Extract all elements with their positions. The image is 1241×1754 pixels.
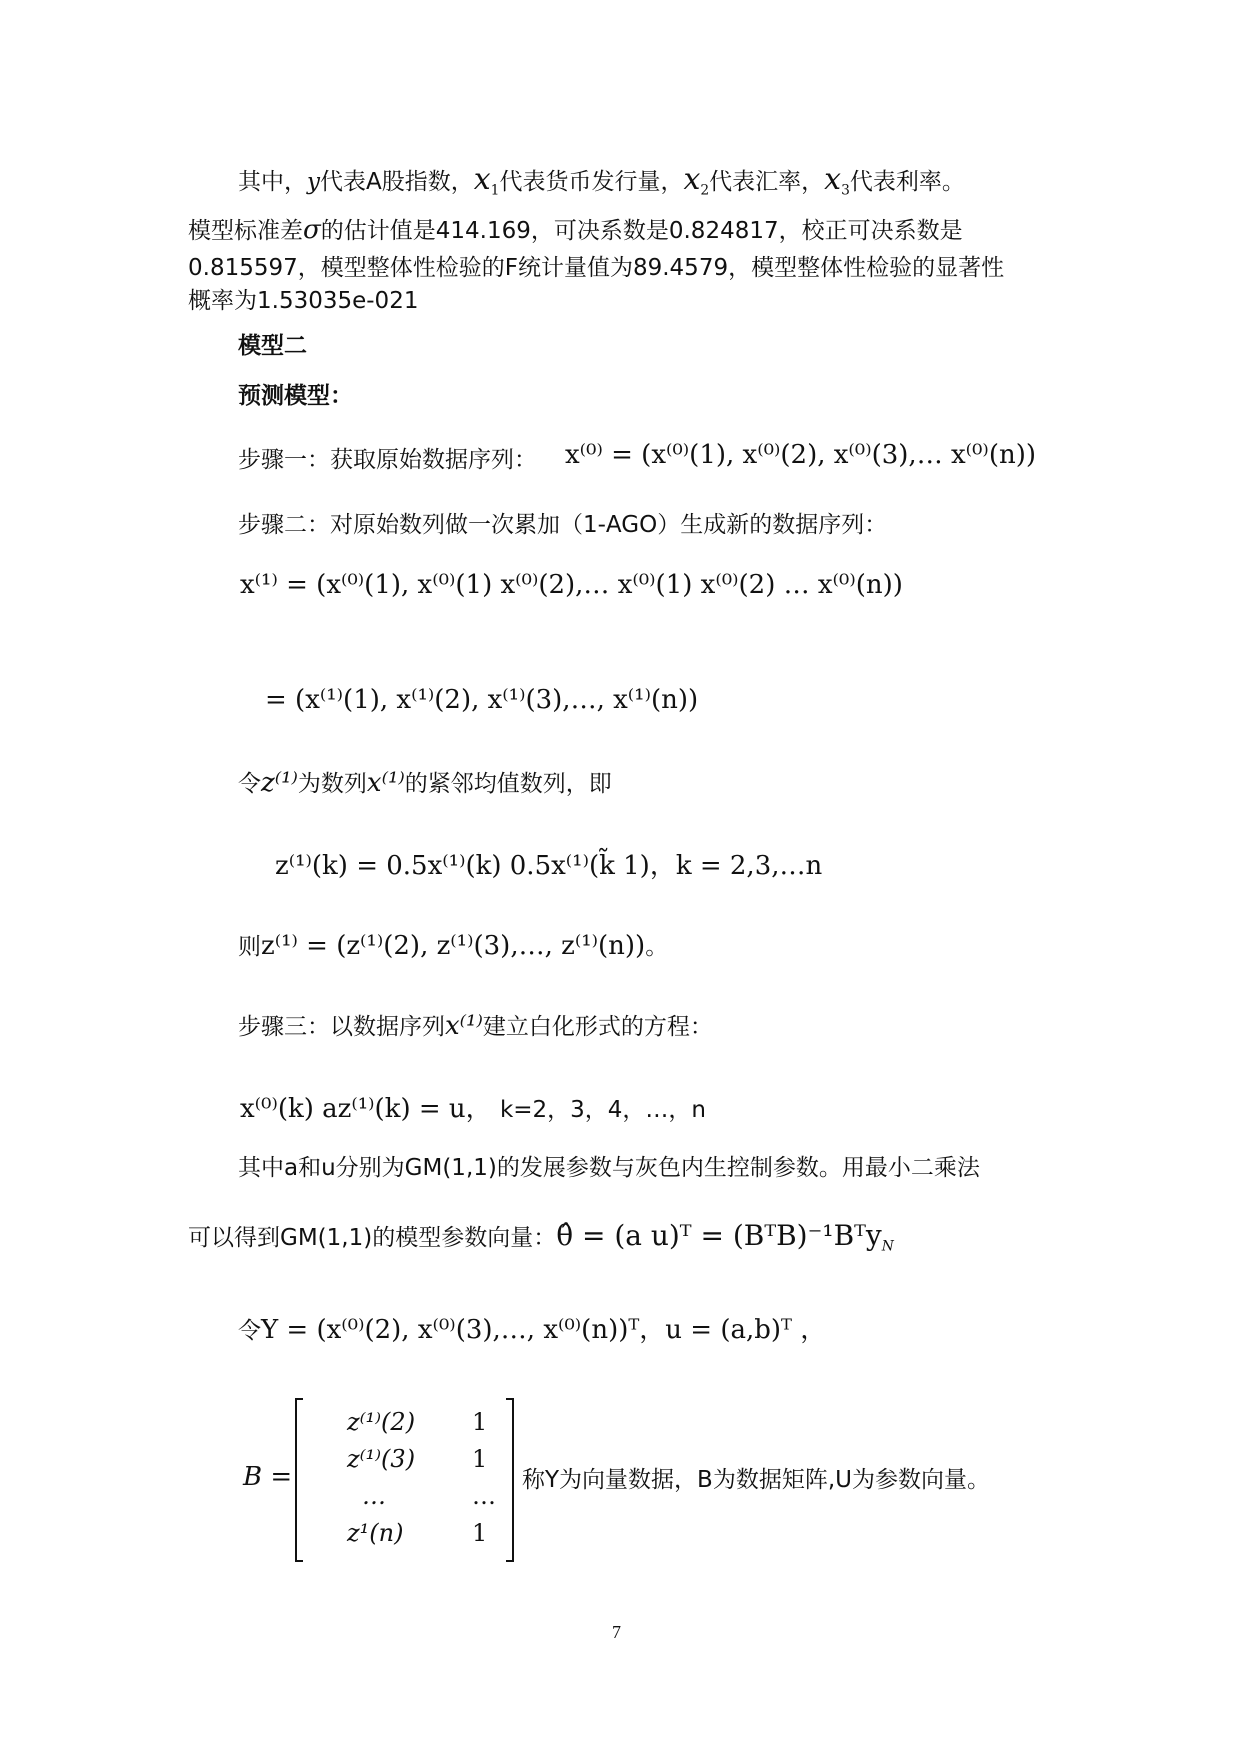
matrix-label: B = [243, 1462, 293, 1492]
var-x1-seq: x⁽¹⁾ [366, 768, 405, 798]
para1-text: 代表货币发行量， [499, 169, 684, 195]
var-x1-sub: 1 [490, 182, 500, 199]
var-x3-sub: 3 [841, 182, 850, 199]
step2-equation-2: = (x⁽¹⁾(1), x⁽¹⁾(2), x⁽¹⁾(3),…, x⁽¹⁾(n)) [265, 685, 699, 715]
matrix-cell: z⁽¹⁾(2) [347, 1408, 416, 1436]
step3-text: 步骤三：以数据序列 [238, 1014, 445, 1040]
para1-text: 代表汇率， [709, 169, 825, 195]
z-def-text: 的紧邻均值数列，即 [404, 771, 612, 797]
then-equation: z⁽¹⁾ = (z⁽¹⁾(2), z⁽¹⁾(3),…, z⁽¹⁾(n)) [261, 931, 646, 961]
matrix-b [295, 1400, 514, 1560]
para1-text: 代表利率。 [849, 169, 965, 195]
then-text: 则 [238, 934, 261, 960]
param-line2 [188, 1218, 894, 1265]
heading-model2: 模型二 [238, 333, 307, 359]
matrix-cell: 1 [472, 1519, 488, 1547]
matrix-cell: 1 [472, 1445, 488, 1473]
var-y: y [307, 169, 320, 195]
matrix-row [347, 1519, 497, 1547]
let-y-equation: Y = (x⁽⁰⁾(2), x⁽⁰⁾(3),…, x⁽⁰⁾(n))ᵀ，u = (a,b)ᵀ ， [261, 1315, 827, 1345]
matrix-row [347, 1445, 497, 1473]
step1-equation: x⁽⁰⁾ = (x⁽⁰⁾(1), x⁽⁰⁾(2), x⁽⁰⁾(3),… x⁽⁰⁾(n)) [565, 440, 1036, 470]
param-line1: 其中a和u分别为GM(1,1)的发展参数与灰色内生控制参数。用最小二乘法 [238, 1155, 980, 1181]
let-y-line [238, 1312, 826, 1349]
step2-label: 步骤二：对原始数列做一次累加（1-AGO）生成新的数据序列： [238, 512, 888, 538]
param-equation: θ̂ = (a u)ᵀ = (BᵀB)⁻¹Bᵀy [556, 1219, 882, 1252]
var-sigma: σ [303, 215, 321, 245]
para1-line2 [188, 212, 963, 249]
step2-equation-1: x⁽¹⁾ = (x⁽⁰⁾(1), x⁽⁰⁾(1) x⁽⁰⁾(2),… x⁽⁰⁾(1) x⁽⁰⁾(2) … x⁽⁰⁾(n)) [240, 570, 903, 600]
z-def-text: 令 [238, 771, 261, 797]
param-text: 可以得到GM(1,1)的模型参数向量： [188, 1225, 557, 1251]
param-equation-sub: N [881, 1238, 894, 1255]
heading-predict: 预测模型： [238, 383, 353, 409]
para1-text: 其中， [238, 169, 307, 195]
page-number: 7 [612, 1622, 621, 1642]
var-z1: z⁽¹⁾ [261, 768, 298, 798]
var-x1-seq: x⁽¹⁾ [445, 1011, 483, 1041]
matrix-cell: 1 [472, 1408, 488, 1436]
var-x2: x [683, 162, 701, 197]
matrix-caption: 称Y为向量数据，B为数据矩阵,U为参数向量。 [522, 1467, 990, 1493]
para1-line3: 0.815597，模型整体性检验的F统计量值为89.4579，模型整体性检验的显著性 [188, 255, 1005, 281]
matrix-row [347, 1482, 497, 1510]
para1-text: 模型标准差 [188, 218, 303, 244]
var-x2-sub: 2 [700, 182, 710, 199]
matrix-row [347, 1408, 497, 1436]
whitening-eq-k: k=2，3，4，…，n [499, 1097, 707, 1123]
matrix-cell: … [472, 1482, 496, 1510]
let-y-text: 令 [238, 1318, 261, 1344]
step1-label: 步骤一：获取原始数据序列： [238, 447, 537, 473]
var-x1: x [473, 162, 491, 197]
para1-text: 代表A股指数， [320, 169, 474, 195]
var-x3: x [824, 162, 842, 197]
para1-line4: 概率为1.53035e-021 [188, 288, 419, 314]
matrix-cell: … [362, 1482, 386, 1510]
whitening-eq-main: x⁽⁰⁾(k) az⁽¹⁾(k) = u， [240, 1094, 492, 1124]
step3-line [238, 1008, 713, 1045]
step3-text: 建立白化形式的方程： [482, 1014, 713, 1040]
whitening-equation [240, 1088, 706, 1128]
matrix-cell: z¹(n) [347, 1519, 404, 1547]
para1-line1 [238, 162, 965, 209]
para1-text: 的估计值是414.169，可决系数是0.824817，校正可决系数是 [320, 218, 963, 244]
z-equation: z⁽¹⁾(k) = 0.5x⁽¹⁾(k) 0.5x⁽¹⁾(k̃ 1)，k = 2,3,…n [275, 851, 823, 881]
then-line [238, 928, 668, 965]
matrix-cell: z⁽¹⁾(3) [347, 1445, 416, 1473]
then-text: 。 [645, 934, 669, 960]
z-def-text: 为数列 [297, 771, 367, 797]
z-definition [238, 765, 612, 802]
